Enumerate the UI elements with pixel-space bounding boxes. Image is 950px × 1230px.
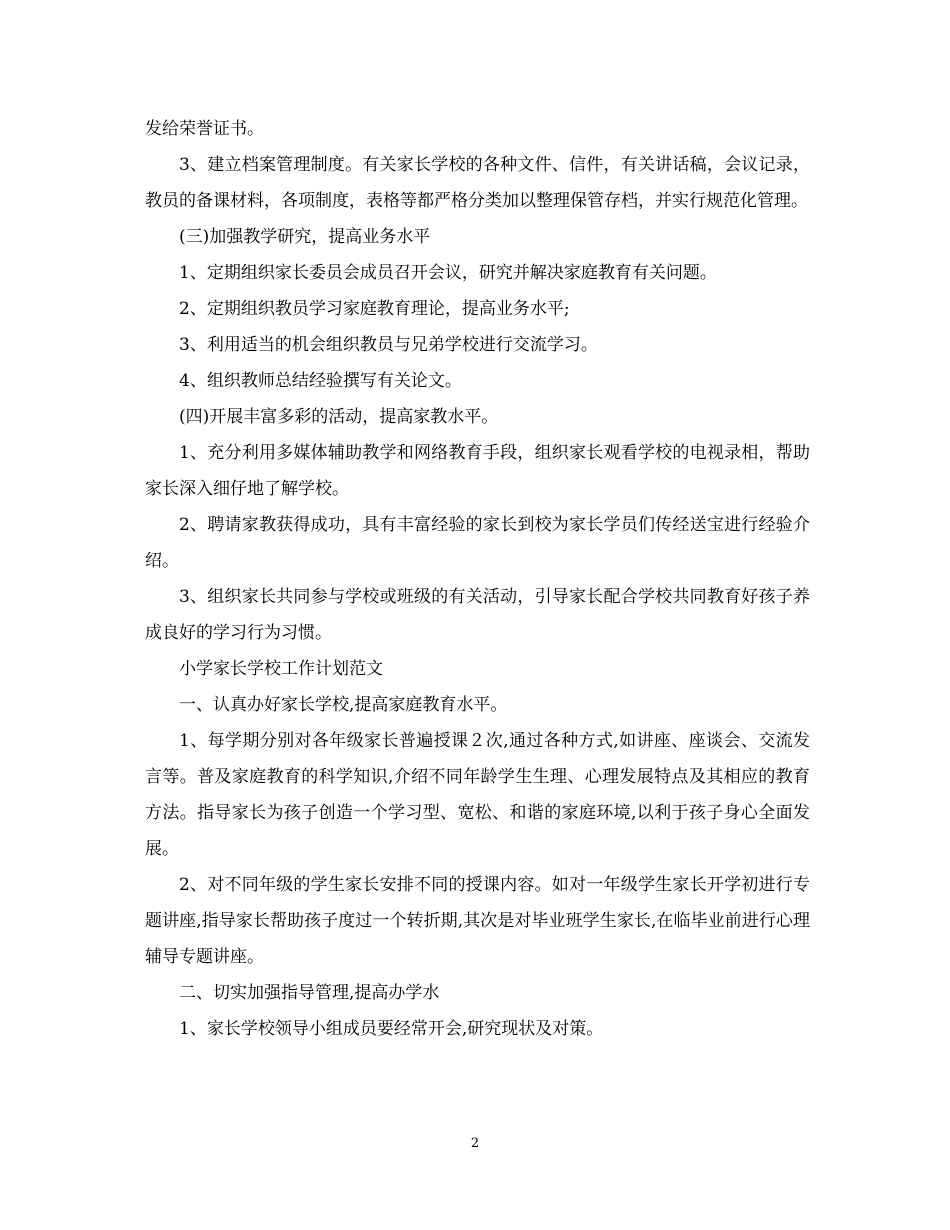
paragraph: 1、充分利用多媒体辅助教学和网络教育手段，组织家长观看学校的电视录相，帮助家长深入细仔地了解学校。 [145,443,810,499]
paragraph: 2、定期组织教员学习家庭教育理论，提高业务水平; [179,299,570,319]
section-heading: (三)加强教学研究，提高业务水平 [179,227,431,247]
paragraph: 4、组织教师总结经验撰写有关论文。 [179,371,462,391]
document-title: 小学家长学校工作计划范文 [179,659,383,679]
paragraph: 1、每学期分别对各年级家长普遍授课２次,通过各种方式,如讲座、座谈会、交流发言等。普及家庭教育的科学知识,介绍不同年龄学生生理、心理发展特点及其相应的教育方法。指导家长为孩子创造一个学习型、宽松、和谐的家庭环境,以利于孩子身心全面发展。 [145,731,810,859]
page-number: 2 [470,1136,480,1151]
paragraph: 2、聘请家教获得成功，具有丰富经验的家长到校为家长学员们传经送宝进行经验介绍。 [145,515,810,571]
section-heading: (四)开展丰富多彩的活动，提高家教水平。 [179,407,499,427]
paragraph: 1、家长学校领导小组成员要经常开会,研究现状及对策。 [179,1019,604,1039]
paragraph: 1、定期组织家长委员会成员召开会议，研究并解决家庭教育有关问题。 [179,263,717,283]
paragraph: 发给荣誉证书。 [145,119,264,139]
paragraph: 3、组织家长共同参与学校或班级的有关活动，引导家长配合学校共同教育好孩子养成良好的学习行为习惯。 [145,587,810,643]
paragraph: 2、对不同年级的学生家长安排不同的授课内容。如对一年级学生家长开学初进行专题讲座,指导家长帮助孩子度过一个转折期,其次是对毕业班学生家长,在临毕业前进行心理辅导专题讲座。 [145,875,810,967]
paragraph: 3、建立档案管理制度。有关家长学校的各种文件、信件，有关讲话稿，会议记录，教员的备课材料，各项制度，表格等都严格分类加以整理保管存档，并实行规范化管理。 [145,155,810,211]
paragraph: 3、利用适当的机会组织教员与兄弟学校进行交流学习。 [179,335,598,355]
page-body [145,111,810,1047]
section-heading: 二、切实加强指导管理,提高办学水 [179,983,440,1003]
section-heading: 一、认真办好家长学校,提高家庭教育水平。 [179,695,508,715]
